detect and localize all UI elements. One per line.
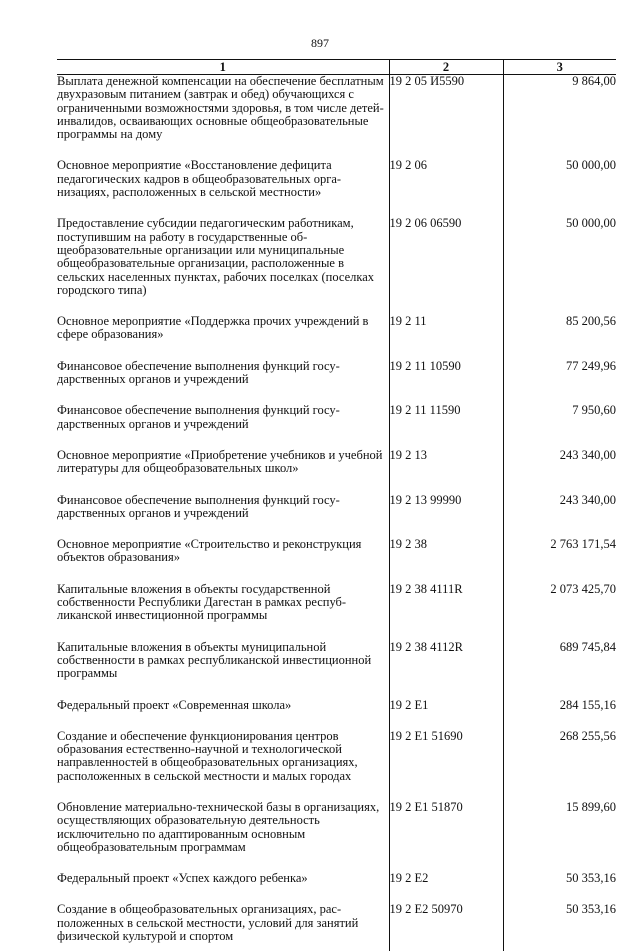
table-row [57,641,616,681]
row-name: Финансовое обеспечение выполнения функций государственных органов и учреждений [57,494,389,521]
row-name: Основное мероприятие «Поддержка прочих учреждений в сфере образования» [57,315,389,342]
row-code: 19 2 11 [389,315,503,342]
table-row [57,872,616,885]
row-name: Капитальные вложения в объекты муниципальной собственности в рамках республиканской инвестиционной программы [57,641,389,681]
row-code: 19 2 38 4111R [389,583,503,623]
row-name: Финансовое обеспечение выполнения функций государственных органов и учреждений [57,360,389,387]
row-name: Выплата денежной компенсации на обеспечение бесплатным двухразовым питанием (завтрак и обед) обучающихся с ограниченными возможностями здоровья, в том числе детей-инвалидов, осваивающих основные общеобразовательные программы на дому [57,75,389,142]
row-code: 19 2 E1 51870 [389,801,503,854]
row-amount: 268 255,56 [503,730,616,783]
row-spacer [57,520,616,538]
row-amount: 9 864,00 [503,75,616,142]
row-spacer [57,297,616,315]
budget-table [57,59,616,951]
row-code: 19 2 38 4112R [389,641,503,681]
row-amount: 243 340,00 [503,494,616,521]
table-row [57,449,616,476]
row-spacer [57,681,616,699]
row-name: Предоставление субсидии педагогическим работникам, поступившим на работу в государственные общеобразовательные организации или муниципальные общеобразовательные организации, расположенные в сельских населенных пунктах, рабочих поселках (поселках городского типа) [57,217,389,297]
row-spacer [57,476,616,494]
table-row [57,360,616,387]
page-number: 897 [0,36,640,51]
row-code: 19 2 38 [389,538,503,565]
row-code: 19 2 11 11590 [389,404,503,431]
row-spacer [57,431,616,449]
row-amount: 15 899,60 [503,801,616,854]
table-row [57,583,616,623]
row-amount: 77 249,96 [503,360,616,387]
row-amount: 2 073 425,70 [503,583,616,623]
row-amount: 689 745,84 [503,641,616,681]
row-code: 19 2 E1 [389,699,503,712]
row-spacer [57,623,616,641]
row-name: Основное мероприятие «Восстановление дефицита педагогических кадров в общеобразовательных организациях, расположенных в сельской местности» [57,159,389,199]
table-row [57,801,616,854]
row-amount: 243 340,00 [503,449,616,476]
row-spacer [57,386,616,404]
row-name: Создание в общеобразовательных организациях, расположенных в сельской местности, условий для занятий физической культурой и спортом [57,903,389,943]
row-name: Основное мероприятие «Приобретение учебников и учебной литературы для общеобразовательных школ» [57,449,389,476]
table-row [57,538,616,565]
table-row [57,217,616,297]
row-name: Обновление материально-технической базы в организациях, осуществляющих образовательную деятельность исключительно по адаптированным основным общеобразовательным программам [57,801,389,854]
row-code: 19 2 E2 [389,872,503,885]
row-code: 19 2 06 [389,159,503,199]
table-row [57,903,616,943]
row-code: 19 2 13 [389,449,503,476]
row-spacer [57,565,616,583]
row-amount: 85 200,56 [503,315,616,342]
row-spacer [57,854,616,872]
row-amount: 50 353,16 [503,872,616,885]
row-spacer [57,885,616,903]
table-row [57,494,616,521]
row-spacer [57,199,616,217]
table-row [57,730,616,783]
column-header-1: 1 [57,60,389,75]
table-row [57,159,616,199]
row-amount: 50 000,00 [503,159,616,199]
header-row [57,60,616,75]
table-row [57,315,616,342]
row-spacer [57,783,616,801]
row-spacer [57,342,616,360]
row-code: 19 2 06 06590 [389,217,503,297]
row-amount: 2 763 171,54 [503,538,616,565]
table-row [57,404,616,431]
row-code: 19 2 13 99990 [389,494,503,521]
row-name: Федеральный проект «Современная школа» [57,699,389,712]
row-spacer [57,712,616,730]
row-code: 19 2 11 10590 [389,360,503,387]
table-row [57,75,616,142]
row-amount: 7 950,60 [503,404,616,431]
column-header-2: 2 [389,60,503,75]
table-body [57,75,616,951]
row-amount: 50 353,16 [503,903,616,943]
row-name: Создание и обеспечение функционирования центров образования естественно-научной и технологической направленностей в общеобразовательных организациях, расположенных в сельской местности и малых городах [57,730,389,783]
row-spacer [57,943,616,951]
table-row [57,699,616,712]
row-name: Федеральный проект «Успех каждого ребенка» [57,872,389,885]
row-code: 19 2 05 И5590 [389,75,503,142]
row-name: Капитальные вложения в объекты государственной собственности Республики Дагестан в рамках республиканской инвестиционной программы [57,583,389,623]
row-spacer [57,141,616,159]
row-name: Финансовое обеспечение выполнения функций государственных органов и учреждений [57,404,389,431]
column-header-3: 3 [503,60,616,75]
row-amount: 50 000,00 [503,217,616,297]
row-amount: 284 155,16 [503,699,616,712]
row-code: 19 2 E2 50970 [389,903,503,943]
row-code: 19 2 E1 51690 [389,730,503,783]
row-name: Основное мероприятие «Строительство и реконструкция объектов образования» [57,538,389,565]
